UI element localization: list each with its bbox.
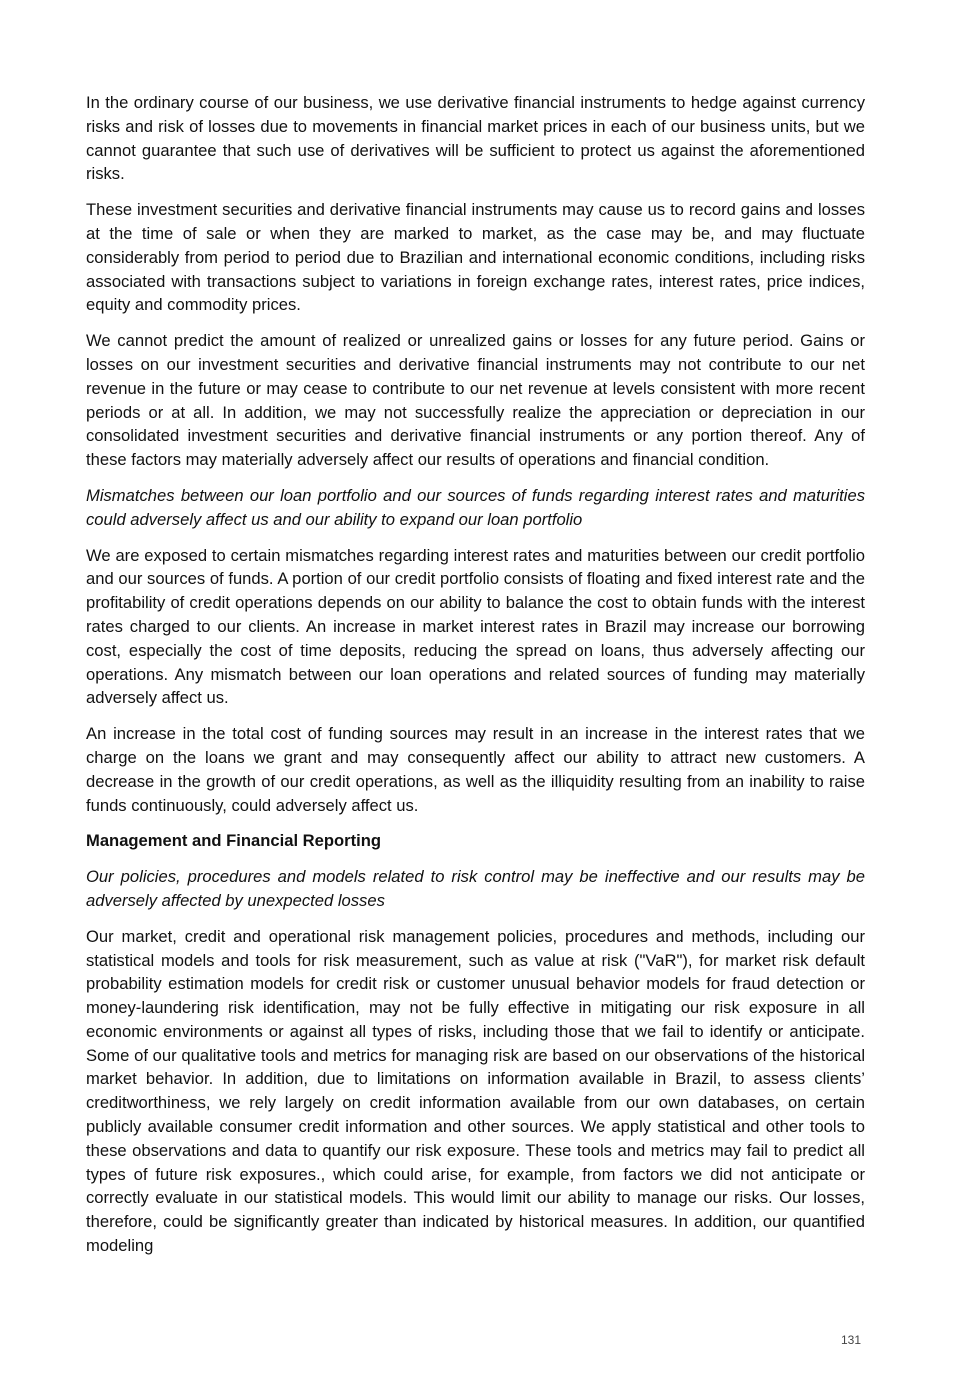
paragraph-derivatives-hedging: In the ordinary course of our business, we use derivative financial instruments to hedge against currency risks and risk of losses due to movements in financial market prices in each of our business units, but we cannot guarantee that such use of derivatives will be sufficient to protect us against the aforementioned risks. (86, 93, 865, 184)
section-heading-management: Management and Financial Reporting (86, 831, 382, 851)
paragraph-funding-cost: An increase in the total cost of funding sources may result in an increase in the interest rates that we charge on the loans we grant and may consequently affect our ability to attract new customers. A decrease in the growth of our credit operations, as well as the illiquidity resulting from an inability to raise funds continuously, could adversely affect us. (86, 724, 865, 815)
paragraph-mismatch-exposure: We are exposed to certain mismatches regarding interest rates and maturities between our credit portfolio and our sources of funds. A portion of our credit portfolio consists of floating and fixed interest rate and the profitability of credit operations depends on our ability to balance the cost to obtain funds with the interest rates charged to our clients. An increase in market interest rates in Brazil may increase our borrowing cost, especially the cost of time deposits, reducing the spread on loans, thus adversely affecting our operations. Any mismatch between our loan operations and related sources of funding may materially adversely affect us. (86, 545, 865, 708)
document-body (86, 91, 865, 1270)
paragraph-risk-management: Our market, credit and operational risk management policies, procedures and methods, including our statistical models and tools for risk measurement, such as value at risk ("VaR"), for market risk default probability estimation models for credit risk or customer unusual behavior models for fraud detection or money-laundering risk identification, may not be fully effective in mitigating our risk exposure in all economic environments or against all types of risks, including those that we fail to identify or anticipate. Some of our qualitative tools and metrics for managing risk are based on our observations of the historical market behavior. In addition, due to limitations on information available in Brazil, to assess clients’ creditworthiness, we rely largely on credit information available from our own databases, on certain publicly available consumer credit information and other sources. We apply statistical and other tools to these observations and data to quantify our risk exposure. These tools and metrics may fail to predict all types of future risk exposures., which could arise, for example, from factors we did not anticipate or correctly evaluate in our statistical models. This would limit our ability to manage our risks. Our losses, therefore, could be significantly greater than indicated by historical measures. In addition, our quantified modeling (86, 926, 865, 1256)
page-number: 131 (840, 1333, 861, 1347)
paragraph-investment-securities: These investment securities and derivative financial instruments may cause us to record gains and losses at the time of sale or when they are marked to market, as the case may be, and may fluctuate considerably from period to period due to Brazilian and international economic conditions, including risks associated with transactions subject to variations in foreign exchange rates, interest rates, price indices, equity and commodity prices. (86, 200, 865, 315)
subheading-risk-policies: Our policies, procedures and models related to risk control may be ineffective and our results may be adversely affected by unexpected losses (86, 867, 865, 910)
paragraph-unrealized-gains: We cannot predict the amount of realized or unrealized gains or losses for any future period. Gains or losses on our investment securities and derivative financial instruments may not contribute to our net revenue in the future or may cease to contribute to our net revenue at levels consistent with more recent periods or at all. In addition, we may not successfully realize the appreciation or depreciation in our consolidated investment securities and derivative financial instruments or any portion thereof. Any of these factors may materially adversely affect our results of operations and financial condition. (86, 331, 865, 470)
subheading-mismatches: Mismatches between our loan portfolio and our sources of funds regarding interest rates and maturities could adversely affect us and our ability to expand our loan portfolio (86, 485, 865, 529)
